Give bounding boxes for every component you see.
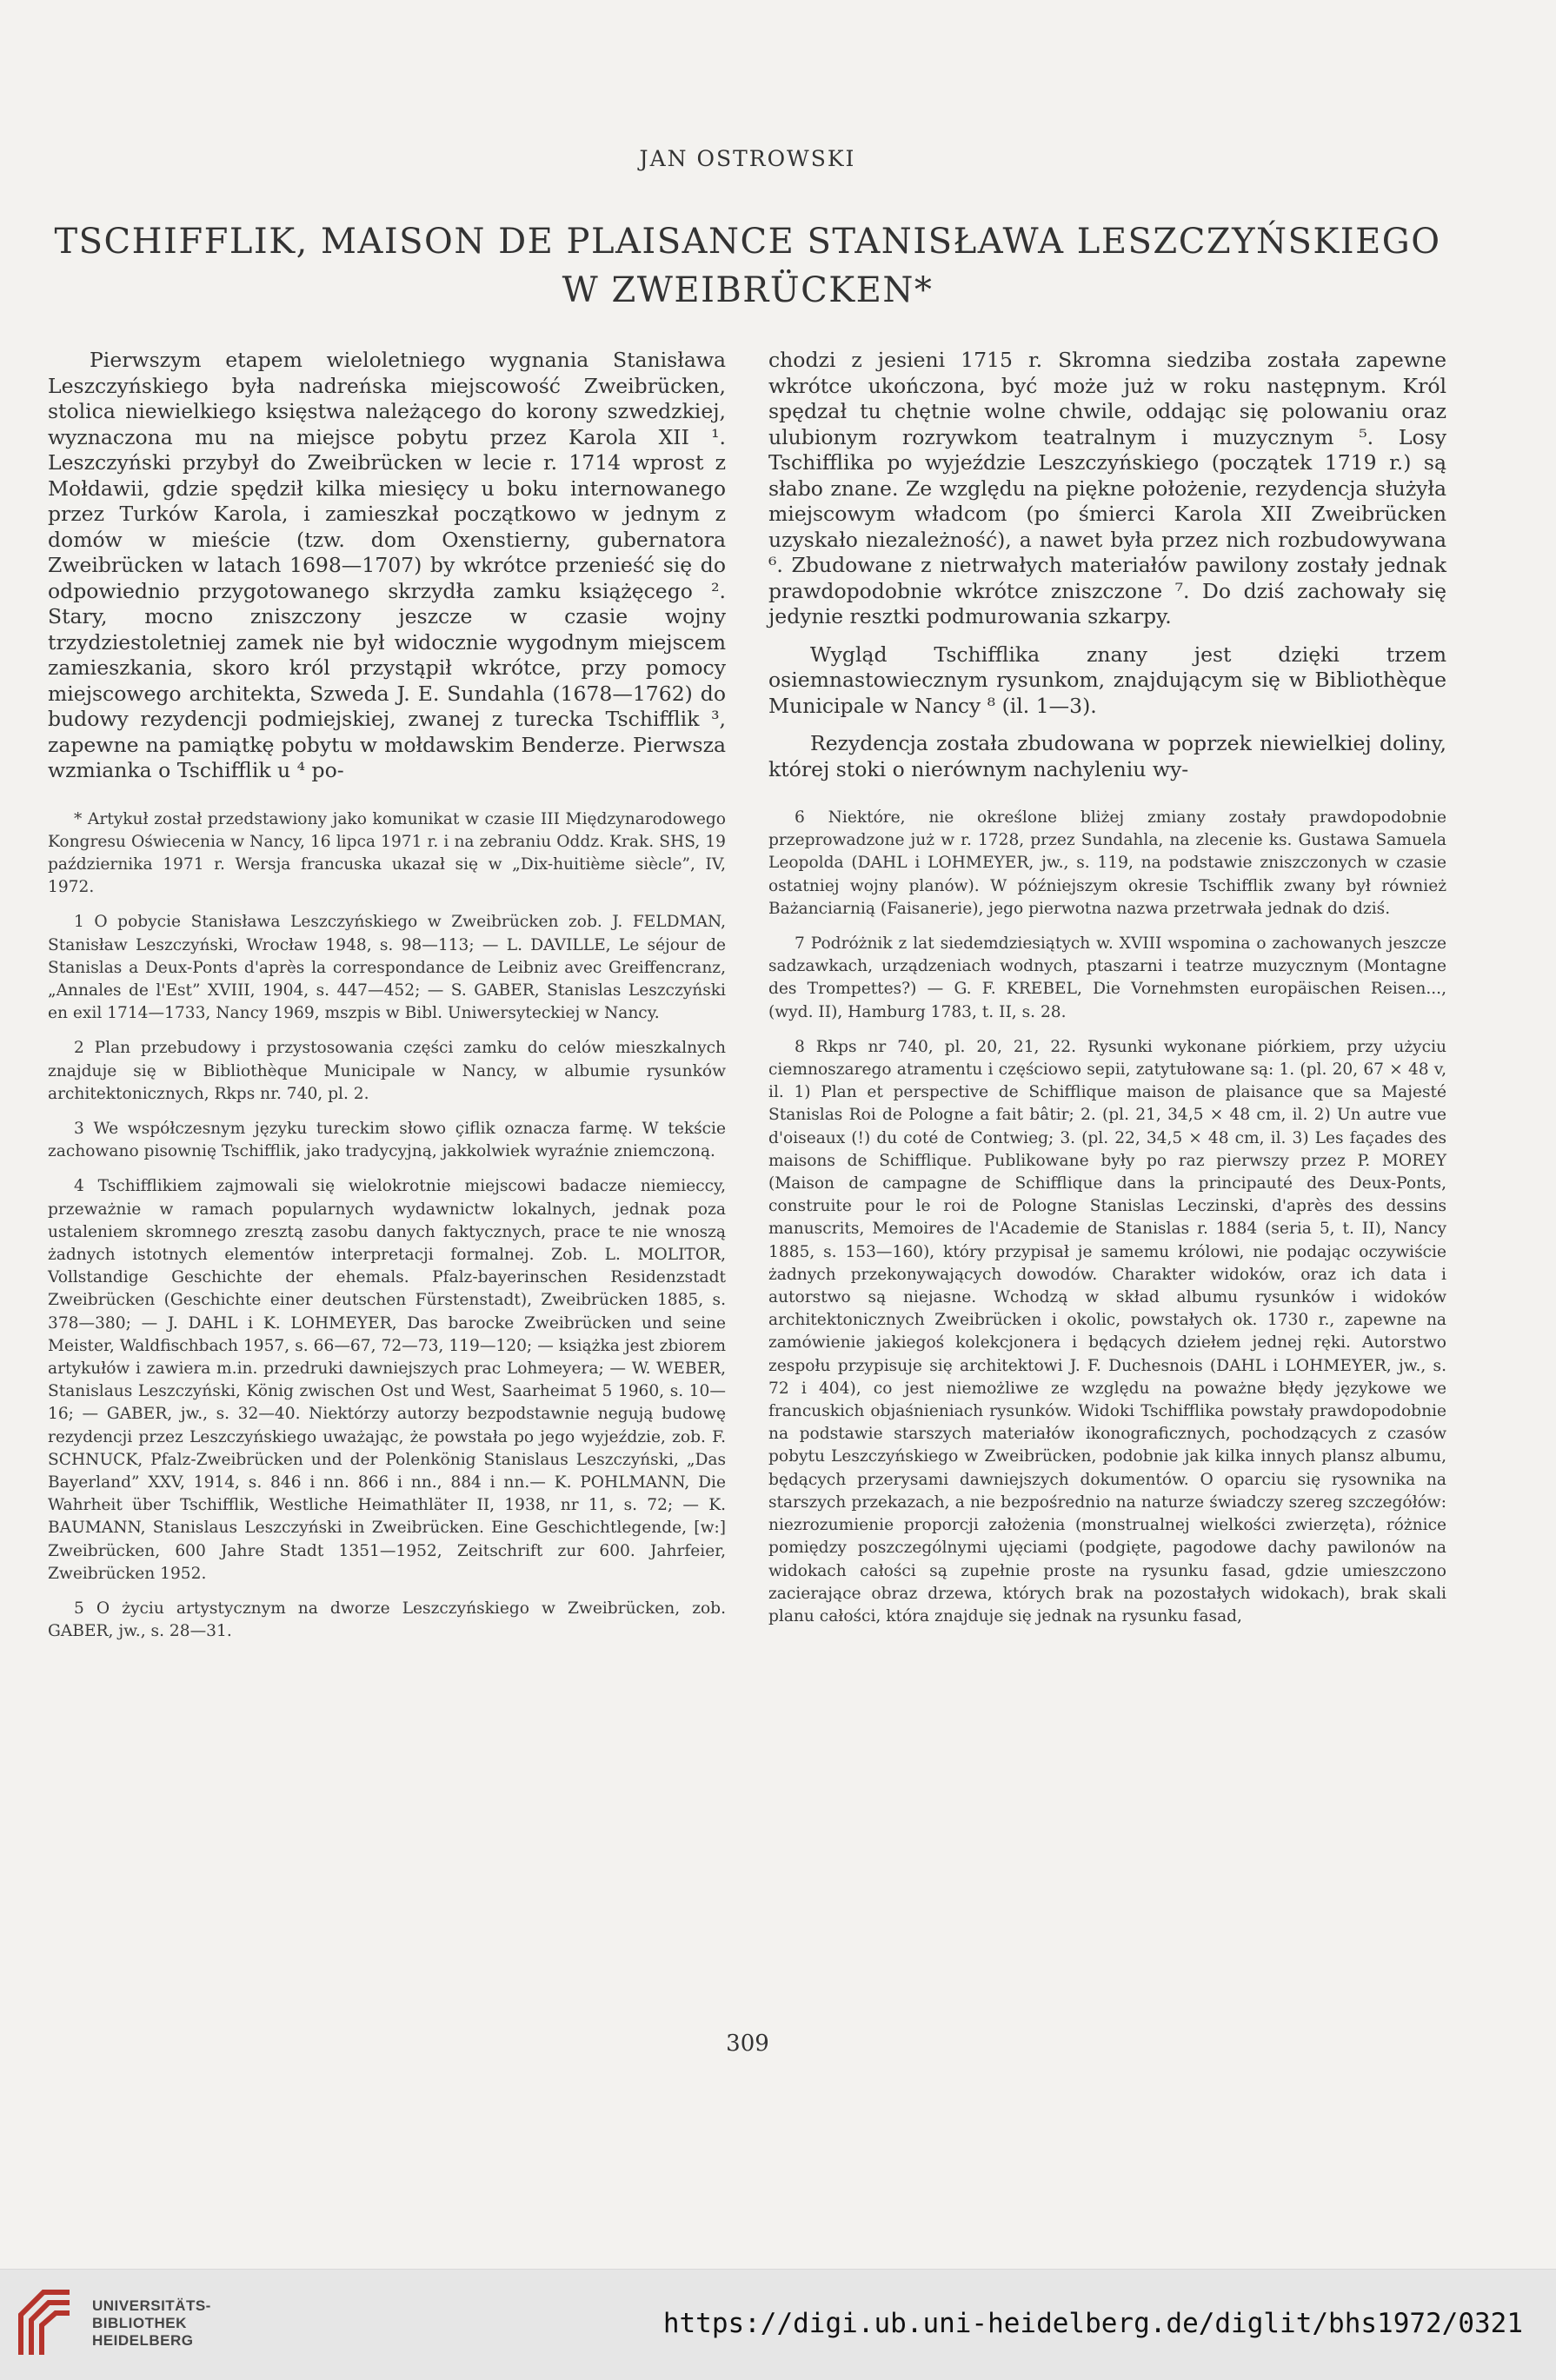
title-line-1: TSCHIFFLIK, MAISON DE PLAISANCE STANISŁAWA LESZCZYŃSKIEGO (54, 222, 1441, 262)
footnote: 3 We współczesnym języku tureckim słowo çiflik oznacza farmę. W tekście zachowano pisownię Tschifflik, jako tradycyjną, jakkolwiek wyraźnie zniemczoną. (48, 1119, 726, 1161)
footnotes-right (768, 807, 1446, 1628)
library-logo-icon (17, 2289, 73, 2358)
body-paragraph: chodzi z jesieni 1715 r. Skromna siedziba została zapewne wkrótce ukończona, być może już w roku następnym. Król spędzał tu chętnie wolne chwile, oddając się polowaniu oraz ulubionym rozrywkom teatralnym i muzycznym ⁵. Losy Tschifflika po wyjeździe Leszczyńskiego (początek 1719 r.) są słabo znane. Ze względu na piękne położenie, rezydencja służyła miejscowym władcom (po śmierci Karola XII Zweibrücken uzyskało niezależność), a nawet była przez nich rozbudowywana ⁶. Zbudowane z nietrwałych materiałów pawilony zostały jednak prawdopodobnie wkrótce zniszczone ⁷. Do dziś zachowały się jedynie resztki podmurowania szkarpy. (768, 348, 1446, 628)
footnote: 1 O pobycie Stanisława Leszczyńskiego w Zweibrücken zob. J. FELDMAN, Stanisław Leszczyński, Wrocław 1948, s. 98—113; — L. DAVILLE, Le séjour de Stanislas a Deux-Ponts d'après la correspondance de Leibniz avec Greiffencranz, „Annales de l'Est” XVIII, 1904, s. 447—452; — S. GABER, Stanislas Leszczyński en exil 1714—1733, Nancy 1969, mszpis w Bibl. Uniwersyteckiej w Nancy. (48, 913, 726, 1023)
right-column (768, 348, 1446, 1640)
footnote: 2 Plan przebudowy i przystosowania części zamku do celów mieszkalnych znajduje się w Bibliothèque Municipale w Nancy, w albumie rysunków architektonicznych, Rkps nr. 740, pl. 2. (48, 1039, 726, 1103)
body-paragraph: Pierwszym etapem wieloletniego wygnania Stanisława Leszczyńskiego była nadreńska miejscowość Zweibrücken, stolica niewielkiego księstwa należącego do korony szwedzkiej, wyznaczona mu na miejsce pobytu przez Karola XII ¹. Leszczyński przybył do Zweibrücken w lecie r. 1714 wprost z Mołdawii, gdzie spędził kilka miesięcy u boku internowanego przez Turków Karola, i zamieszkał początkowo w jednym z domów w mieście (tzw. dom Oxenstierny, gubernatora Zweibrücken w latach 1698—1707) by wkrótce przenieść się do odpowiednio przygotowanego skrzydła zamku książęcego ². Stary, mocno zniszczony jeszcze w czasie wojny trzydziestoletniej zamek nie był widocznie wygodnym miejscem zamieszkania, skoro król przystąpił wkrótce, przy pomocy miejscowego architekta, Szweda J. E. Sundahla (1678—1762) do budowy rezydencji podmiejskiej, zwanej z turecka Tschifflik ³, zapewne na pamiątkę pobytu w mołdawskim Benderze. Pierwsza wzmianka o Tschifflik u ⁴ po- (48, 348, 726, 782)
permalink-url[interactable]: https://digi.ub.uni-heidelberg.de/diglit/bhs1972/0321 (662, 2308, 1523, 2339)
library-logo[interactable] (17, 2289, 211, 2358)
library-name-line: HEIDELBERG (92, 2332, 194, 2349)
library-name-line: UNIVERSITÄTS- (92, 2297, 211, 2314)
footnote-separator (48, 784, 726, 808)
footnote: 4 Tschifflikiem zajmowali się wielokrotnie miejscowi badacze niemieccy, przeważnie w ramach popularnych wydawnictw lokalnych, jednak poza ustaleniem skromnego zresztą zasobu danych faktycznych, prace te nie wnoszą żadnych istotnych elementów interpretacji formalnej. Zob. L. MOLITOR, Vollstandige Geschichte der ehemals. Pfalz-bayerinschen Residenzstadt Zweibrücken (Geschichte einer deutschen Fürstenstadt), Zweibrücken 1885, s. 378—380; — J. DAHL i K. LOHMEYER, Das barocke Zweibrücken und seine Meister, Waldfischbach 1957, s. 66—67, 72—73, 119—120; — książka jest zbiorem artykułów i zawiera m.in. przedruki dawniejszych prac Lohmeyera; — W. WEBER, Stanislaus Leszczyński, König zwischen Ost und West, Saarheimat 5 1960, s. 10—16; — GABER, jw., s. 32—40. Niektórzy autorzy bezpodstawnie negują budowę rezydencji przez Leszczyńskiego uważając, że powstała po jego wyjeździe, zob. F. SCHNUCK, Pfalz-Zweibrücken und der Polenkönig Stanislaus Leszczyński, „Das Bayerland” XXV, 1914, s. 846 i nn. 866 i nn., 884 i nn.— K. POHLMANN, Die Wahrheit über Tschifflik, Westliche Heimathläter II, 1938, nr 11, s. 72; — K. BAUMANN, Stanislaus Leszczyński in Zweibrücken. Eine Geschichtlegende, [w:] Zweibrücken, 600 Jahre Stadt 1351—1952, Zeitschrift zur 600. Jahrfeier, Zweibrücken 1952. (48, 1177, 726, 1583)
author-name: JAN OSTROWSKI (639, 146, 856, 171)
footnote: 8 Rkps nr 740, pl. 20, 21, 22. Rysunki wykonane piórkiem, przy użyciu ciemnoszarego atramentu i częściowo sepii, zatytułowane są: 1. (pl. 20, 67 × 48 v, il. 1) Plan et perspective de Schifflique maison de plaisance que sa Majesté Stanislas Roi de Pologne a fait bâtir; 2. (pl. 21, 34,5 × 48 cm, il. 2) Un autre vue d'oiseaux (!) du coté de Contwieg; 3. (pl. 22, 34,5 × 48 cm, il. 3) Les façades des maisons de Schifflique. Publikowane były po raz pierwszy przez P. MOREY (Maison de campagne de Schifflique dans la principauté des Deux-Ponts, construite pour le roi de Pologne Stanislas Leczinski, d'après des dessins manuscrits, Memoires de l'Academie de Stanislas r. 1884 (seria 5, t. II), Nancy 1885, s. 153—160), który przypisał je samemu królowi, nie podając oczywiście żadnych przekonywających dowodów. Charakter widoków, oraz ich data i autorstwo są niejasne. Wchodzą w skład albumu rysunków i widoków architektonicznych Zweibrücken i okolic, powstałych ok. 1730 r., zapewne na zamówienie jakiegoś kolekcjonera i będących dziełem jednej ręki. Autorstwo zespołu przypisuje się architektowi J. F. Duchesnois (DAHL i LOHMEYER, jw., s. 72 i 404), co jest niemożliwe ze względu na poważne błędy językowe we francuskich objaśnieniach rysunków. Widoki Tschifflika powstały prawdopodobnie na podstawie starszych materiałów ikonograficznych, pochodzących z czasów pobytu Leszczyńskiego w Zweibrücken, podobnie jak kilka innych plansz albumu, będących przerysami dawniejszych dokumentów. O oparciu się rysownika na starszych przekazach, a nie bezpośrednio na naturze świadczy szereg szczegółów: niezrozumienie proporcji założenia (monstrualnej wielkości zwierzęta), różnice pomiędzy poszczególnymi ujęciami (podgięte, pagodowe dachy pawilonów na widokach całości są zupełnie proste na rysunku fasad, gdzie umieszczono zacierające obraz drzewa, których brak na pozostałych widokach), brak skali planu całości, która znajduje się jednak na rysunku fasad, (768, 1037, 1446, 1625)
footnote: 5 O życiu artystycznym na dworze Leszczyńskiego w Zweibrücken, zob. GABER, jw., s. 28—31. (48, 1599, 726, 1641)
left-column (48, 348, 726, 1655)
footnote-separator (768, 782, 1446, 807)
viewer-footer (0, 2269, 1556, 2380)
library-name-line: BIBLIOTHEK (92, 2315, 187, 2331)
footnote: * Artykuł został przedstawiony jako komunikat w czasie III Międzynarodowego Kongresu Oświecenia w Nancy, 16 lipca 1971 r. i na zebraniu Oddz. Krak. SHS, 19 października 1971 r. Wersja francuska ukazał się w „Dix-huitième siècle”, IV, 1972. (48, 809, 726, 897)
library-name (92, 2297, 211, 2350)
page-number: 309 (726, 2031, 769, 2057)
body-paragraph: Rezydencja została zbudowana w poprzek niewielkiej doliny, której stoki o nierównym nachyleniu wy- (768, 731, 1446, 781)
footnotes-left (48, 808, 726, 1644)
footnote: 7 Podróżnik z lat siedemdziesiątych w. XVIII wspomina o zachowanych jeszcze sadzawkach, urządzeniach wodnych, ptaszarni i teatrze muzycznym (Montagne des Trompettes?) — G. F. KREBEL, Die Vornehmsten europäischen Reisen..., (wyd. II), Hamburg 1783, t. II, s. 28. (768, 934, 1446, 1021)
title-line-2: W ZWEIBRÜCKEN* (562, 270, 934, 310)
body-paragraph: Wygląd Tschifflika znany jest dzięki trzem osiemnastowiecznym rysunkom, znajdującym się w Bibliothèque Municipale w Nancy ⁸ (il. 1—3). (768, 642, 1446, 718)
footnote: 6 Niektóre, nie określone bliżej zmiany zostały prawdopodobnie przeprowadzone już w r. 1728, przez Sundahla, na zlecenie ks. Gustawa Samuela Leopolda (DAHL i LOHMEYER, jw., s. 119, na podstawie zniszczonych w czasie ostatniej wojny planów). W późniejszym okresie Tschifflik zwany był również Bażanciarnią (Faisanerie), jego pierwotna nazwa przetrwała jednak do dziś. (768, 808, 1446, 918)
article-title (52, 217, 1443, 315)
